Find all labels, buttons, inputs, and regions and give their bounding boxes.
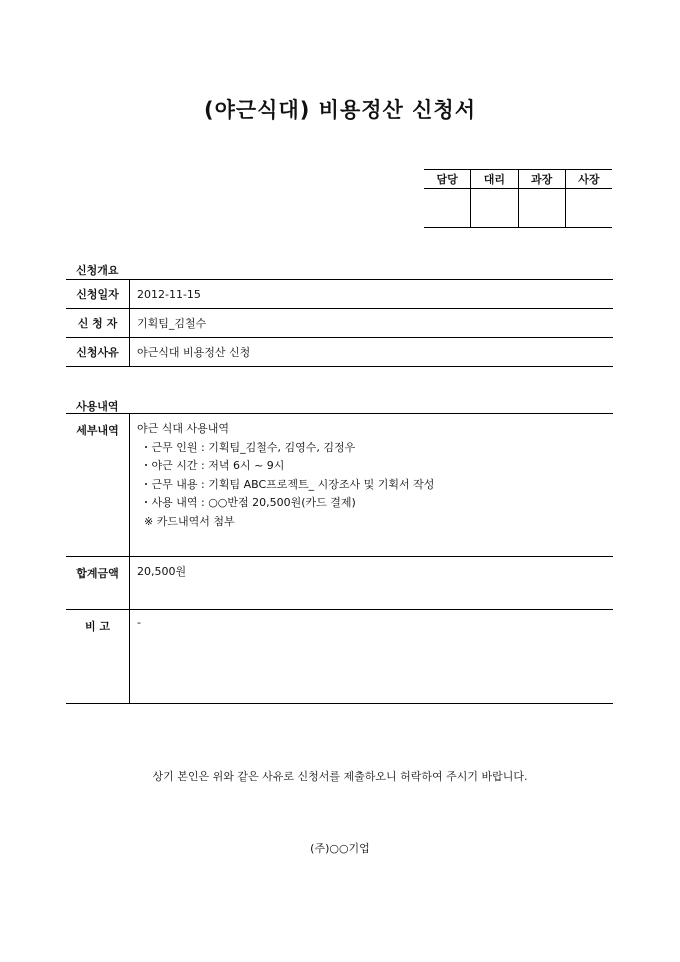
overview-table	[66, 279, 613, 367]
approval-sign-manager[interactable]	[518, 189, 565, 228]
field-label: 합계금액	[66, 557, 130, 610]
company-name: (주)○○기업	[310, 842, 370, 855]
approval-header-president: 사장	[565, 170, 612, 189]
document-title: (야근식대) 비용정산 신청서	[204, 98, 476, 122]
overview-row-date	[66, 280, 613, 309]
detail-line: ※ 카드내역서 첨부	[137, 514, 235, 528]
approval-header-assistant-manager: 대리	[471, 170, 518, 189]
approval-header-staff: 담당	[424, 170, 471, 189]
detail-line: 야근 식대 사용내역	[137, 422, 230, 435]
approval-header-manager: 과장	[518, 170, 565, 189]
detail-line: ・야근 시간 : 저녁 6시 ~ 9시	[137, 459, 285, 472]
field-label: 비 고	[66, 610, 130, 704]
applicant-value: 기획팀_김철수	[137, 317, 207, 330]
approval-box	[424, 169, 612, 228]
detail-line: ・근무 인원 : 기획팀_김철수, 김영수, 김정우	[137, 440, 356, 454]
field-label: 세부내역	[66, 414, 130, 557]
detail-line: ・사용 내역 : ○○반점 20,500원(카드 결제)	[137, 496, 356, 509]
detail-line: ・근무 내용 : 기획팀 ABC프로젝트_ 시장조사 및 기획서 작성	[137, 477, 435, 491]
detail-value	[130, 414, 614, 557]
usage-table	[66, 413, 613, 704]
reason-value: 야근식대 비용정산 신청	[137, 346, 251, 359]
usage-row-detail	[66, 414, 613, 557]
overview-section-label: 신청개요	[76, 264, 119, 277]
field-label: 신 청 자	[66, 309, 130, 338]
approval-sign-president[interactable]	[565, 189, 612, 228]
overview-row-applicant	[66, 309, 613, 338]
usage-row-remarks	[66, 610, 613, 704]
field-label: 신청사유	[66, 338, 130, 367]
usage-row-total	[66, 557, 613, 610]
approval-sign-staff[interactable]	[424, 189, 471, 228]
overview-row-reason	[66, 338, 613, 367]
request-statement: 상기 본인은 위와 같은 사유로 신청서를 제출하오니 허락하여 주시기 바랍니다.	[152, 770, 528, 783]
date-value: 2012-11-15	[137, 287, 201, 301]
approval-sign-assistant-manager[interactable]	[471, 189, 518, 228]
total-value: 20,500원	[137, 565, 187, 578]
field-label: 신청일자	[66, 280, 130, 309]
remarks-value: -	[137, 616, 141, 629]
usage-section-label: 사용내역	[76, 400, 119, 413]
